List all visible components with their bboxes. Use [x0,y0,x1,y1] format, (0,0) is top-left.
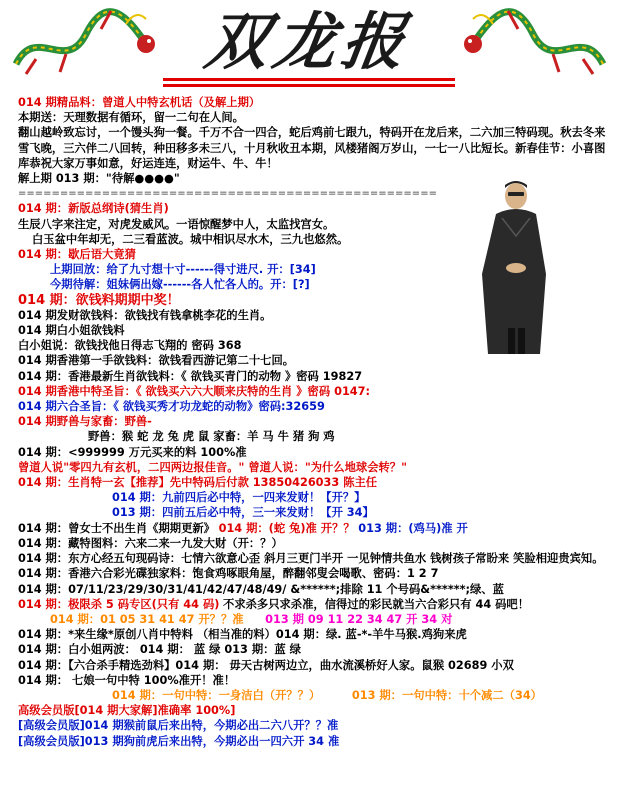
section-heading: 014 期：歇后语大竟猜 [18,248,136,262]
section-heading: 014 期：欲钱料期期中奖！ [18,292,180,308]
text-line: 上期回放：给了九寸想十寸------得寸进尺. 开：[34] [50,263,316,277]
text-line: 014 期野兽与家畜：野兽- [18,415,152,429]
text-line: 014 期：生肖特一玄【推荐】先中特码后付款 13850426033 陈主任 [18,476,378,490]
text-line: 014 期：九前四后必中特，一四来发财！【开？】 [112,491,366,505]
text-line: [高级会员版]014 期猴前鼠后来出特，今期必出二六八开？？准 [18,719,339,733]
text-line [18,521,608,536]
section-heading: 014 期：新版总纲诗(猜生肖) [18,202,169,216]
text-line: 014 期：【六合杀手精选劲料】014 期： 毋天古树两边立，曲水流溪桥好人家。鼠猴 02689 小双 [18,658,514,672]
title-stripe [163,78,455,81]
text-span: 013 期：(鸡马)准 开 [358,521,468,535]
text-line: 高级会员版[014 期大家解]准确率 100%] [18,704,236,718]
text-span: 013 期 09 11 22 34 47 开 34 对 [265,612,453,626]
text-line: 曾道人说"零四九有玄机，二四两边报佳音。" 曾道人说："为什么地球会转？" [18,460,407,474]
text-line: 解上期 013 期："待解●●●●" [18,172,180,186]
text-line: 本期送：天理数据有循环，留一二句在人间。 [18,111,244,125]
text-line: 白玉盆中年却无，二三看蓝波。城中相识尽水木，三九也悠然。 [32,232,349,246]
text-line: 013 期：四前五后必中特，三一来发财！【开 34】 [112,506,374,520]
text-line: 白小姐说：欲钱找他日得志飞翔的 密码 368 [18,339,242,353]
text-line: 今期待解：姐妹俩出嫁------各人忙各人的。开：[?] [50,278,310,292]
page-header [0,0,619,92]
text-line: [高级会员版]013 期狗前虎后来出特，今期必出一四六开 34 准 [18,734,340,748]
text-line: 014 期：<999999 万元买来的料 100%准 [18,445,247,459]
text-line: 014 期香港第一手欲钱料：欲钱看西游记第二十七回。 [18,354,295,368]
section-heading: 014 期精品料：曾道人中特玄机话（及解上期） [18,96,261,109]
text-line: 014 期六合圣旨：《 欲钱买秀才功龙蛇的动物》密码:32659 [18,400,325,414]
text-line: 野兽：猴 蛇 龙 兔 虎 鼠 家畜：羊 马 牛 猪 狗 鸡 [88,430,335,444]
text-line [18,597,608,612]
text-line: 014 期：香港最新生肖欲钱料：《 欲钱买青门的动物 》密码 19827 [18,369,363,383]
text-span: 不求杀多只求杀准，信得过的彩民就当六合彩只有 44 码吧！ [223,597,530,611]
text-span: 014 期：(蛇 兔)准 开？？ [218,521,355,535]
text-line [18,688,608,703]
page-title: 双龙报 [200,5,416,78]
text-line: 014 期：07/11/23/29/30/31/41/42/47/48/49/ &******;排除 11 个号码&******;绿、蓝 [18,582,504,596]
text-line: 014 期发财欲钱料：欲钱找有钱拿桃李花的生肖。 [18,308,272,322]
text-span: 013 期：一句中特：十个减二（34） [351,688,542,702]
dragon-icon [463,4,613,82]
text-line: 014 期： 七娘一句中特 100%准开！准！ [18,673,236,687]
separator: ================================================== [18,188,437,200]
text-span: 014 期：一句中特：一身洁白（开？？） [112,688,321,702]
text-line: 014 期：*来生缘*原创八肖中特料 （相当准的料）014 期：绿. 蓝-*-羊牛马猴.鸡狗来虎 [18,628,467,642]
text-line: 014 期：藏特图料：六来二来一九发大财（开：？） [18,536,283,550]
text-line: 014 期：东方心经五句现码诗：七情六欲意心歪 斜月三更门半开 一见钟情共鱼水 钱树孩子常盼来 笑脸相迎贵宾知。 [18,552,604,566]
text-line: 014 期：香港六合彩光碟独家料：饱食鸡啄眼角屋，醉翻邻叟会喝歌、密码：1 2 7 [18,567,439,581]
text-line: 014 期白小姐欲钱料 [18,324,125,338]
text-line: 014 期香港中特圣旨：《 欲钱买六六大顺来庆特的生肖 》密码 0147: [18,384,371,398]
poem-paragraph: 翻山越岭致忘讨，一个馒头狗一餐。千万不合一四合，蛇后鸡前七跟九，特码开在龙后来，二六加三特码现。秋去冬来雪飞晚，三六伴二八回转，种田移多未三八，十月秋收丑本期，风楼猪阁万岁山，一七一八比短长。新春佳节：小喜图库恭祝大家万事如意，好运连连，财运牛、牛、牛！ [18,126,606,170]
text-span: 014 期：曾女士不出生肖《期期更新》 [18,521,215,535]
text-line: 生辰八字来注定，对虎发威风。一语惊醒梦中人，太监找宫女。 [18,217,335,231]
text-line [18,612,608,627]
text-span: 014 期：01 05 31 41 47 开？？准 [50,612,244,626]
dragon-icon [6,4,156,82]
main-content [18,95,608,749]
text-line: 014 期：白小姐两波： 014 期： 蓝 绿 013 期：蓝 绿 [18,643,301,657]
text-span: 014 期：极限杀 5 码专区(只有 44 码) [18,597,220,611]
title-stripe [163,84,455,87]
